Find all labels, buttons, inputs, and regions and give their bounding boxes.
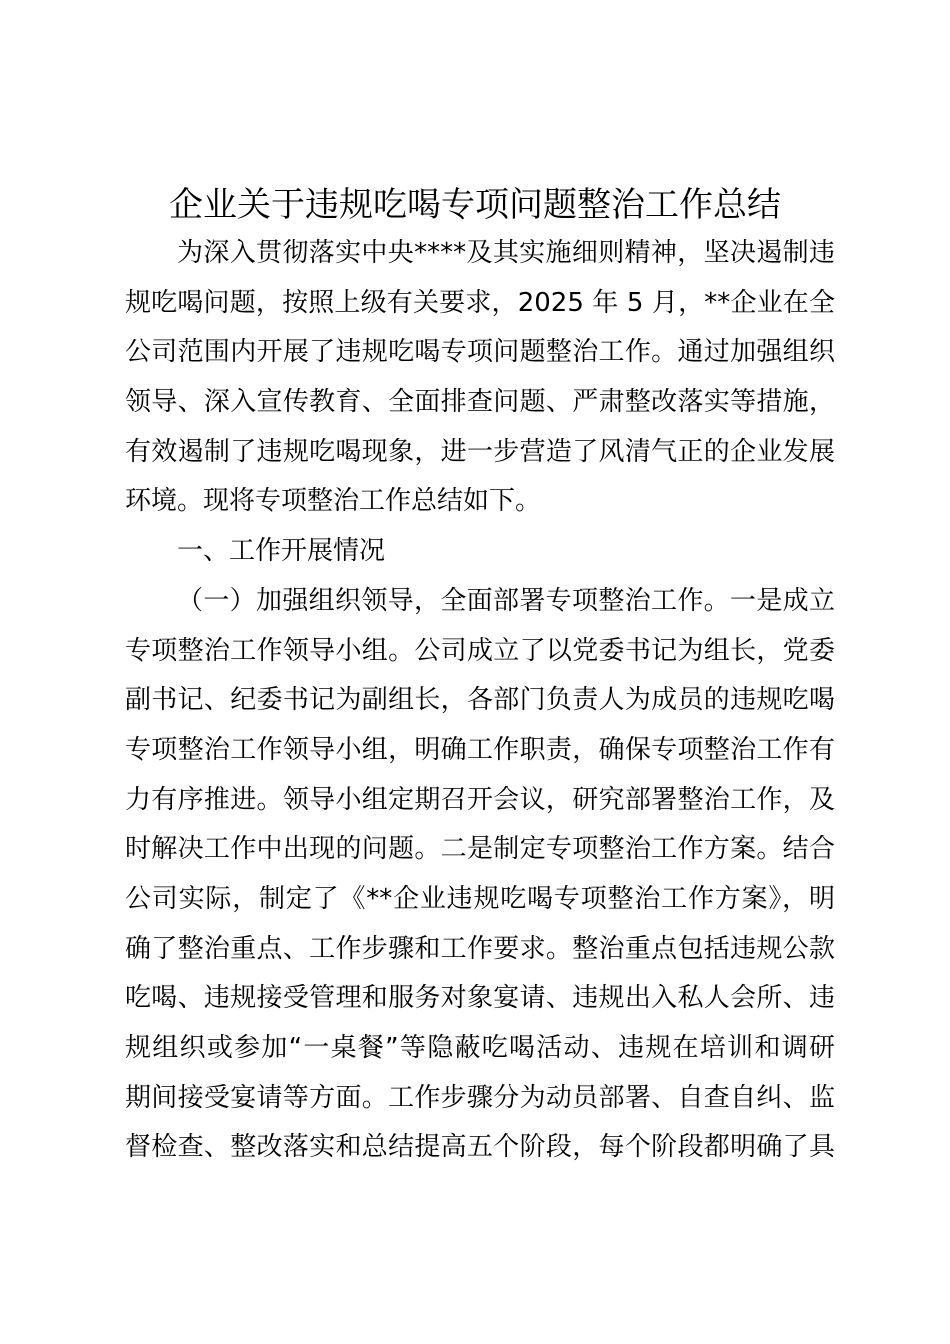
paragraph-line: 有效遏制了违规吃喝现象，进一步营造了风清气正的企业发展 bbox=[125, 436, 835, 467]
section-heading: 一、工作开展情况 bbox=[177, 536, 386, 567]
paragraph-line: 副书记、纪委书记为副组长，各部门负责人为成员的违规吃喝 bbox=[125, 685, 835, 716]
paragraph-line: 督检查、整改落实和总结提高五个阶段，每个阶段都明确了具 bbox=[125, 1132, 835, 1163]
paragraph-line: 为深入贯彻落实中央****及其实施细则精神，坚决遏制违 bbox=[177, 238, 835, 268]
paragraph-line: 公司范围内开展了违规吃喝专项问题整治工作。通过加强组织 bbox=[125, 337, 835, 368]
document-body bbox=[125, 229, 835, 1173]
paragraph-line: 专项整治工作领导小组。公司成立了以党委书记为组长，党委 bbox=[125, 635, 835, 666]
paragraph-line: 吃喝、违规接受管理和服务对象宴请、违规出入私人会所、违 bbox=[125, 983, 835, 1014]
document-title: 企业关于违规吃喝专项问题整治工作总结 bbox=[169, 185, 781, 225]
paragraph-line: 力有序推进。领导小组定期召开会议，研究部署整治工作，及 bbox=[125, 784, 835, 815]
paragraph-line: 时解决工作中出现的问题。二是制定专项整治工作方案。结合 bbox=[125, 834, 835, 865]
paragraph-line: 公司实际，制定了《**企业违规吃喝专项整治工作方案》，明 bbox=[125, 883, 835, 914]
paragraph-line: 专项整治工作领导小组，明确工作职责，确保专项整治工作有 bbox=[125, 734, 835, 765]
paragraph-line: 领导、深入宣传教育、全面排查问题、严肃整改落实等措施， bbox=[125, 387, 835, 418]
paragraph-line: （一）加强组织领导，全面部署专项整治工作。一是成立 bbox=[177, 585, 835, 616]
paragraph-line: 期间接受宴请等方面。工作步骤分为动员部署、自查自纠、监 bbox=[125, 1082, 835, 1113]
paragraph-line: 确了整治重点、工作步骤和工作要求。整治重点包括违规公款 bbox=[125, 933, 835, 964]
paragraph-line: 规吃喝问题，按照上级有关要求，2025 年 5 月，**企业在全 bbox=[125, 287, 835, 318]
paragraph-line: 环境。现将专项整治工作总结如下。 bbox=[125, 486, 542, 517]
paragraph-line: 规组织或参加“一桌餐”等隐蔽吃喝活动、违规在培训和调研 bbox=[125, 1033, 835, 1063]
